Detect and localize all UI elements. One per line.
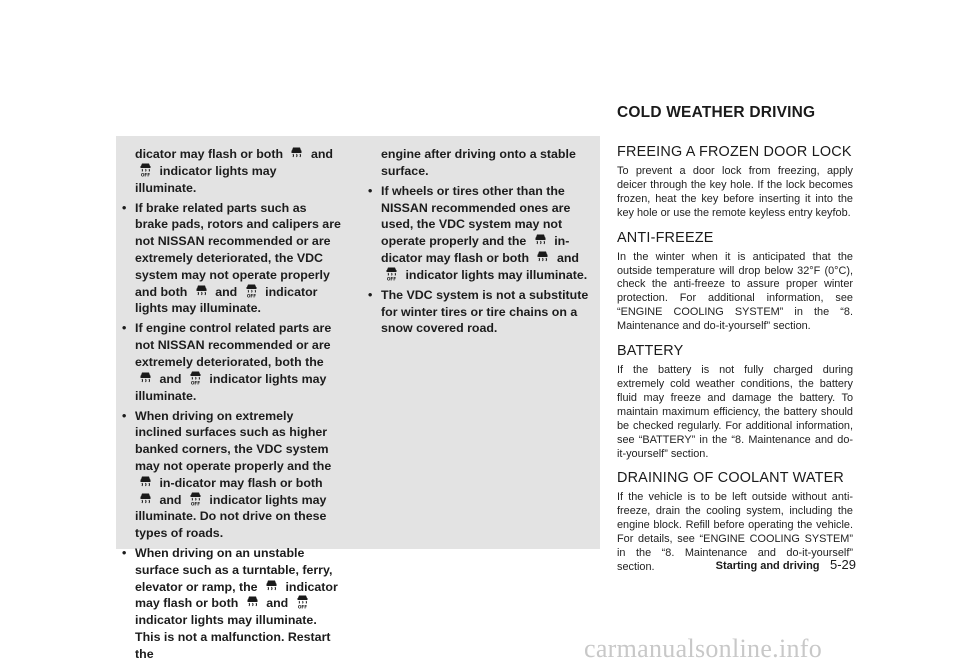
vdc-slip-indicator-icon [535, 250, 550, 264]
middle-column [368, 146, 590, 340]
vdc-off-indicator-icon [138, 163, 153, 177]
paragraph-continued [122, 146, 341, 196]
text: The VDC system is not a substitute for winter tires or tire chains on a snow covered road. [381, 287, 589, 336]
heading-battery: BATTERY [617, 343, 684, 360]
vdc-slip-indicator-icon [533, 233, 548, 247]
section-title: COLD WEATHER DRIVING [617, 104, 816, 121]
text: indicator may flash or both [135, 579, 338, 611]
bullet: • [122, 408, 127, 423]
vdc-slip-indicator-icon [138, 492, 153, 506]
text: in-dicator may flash or both [381, 234, 570, 265]
text: When driving on an unstable surface such as a turntable, ferry, elevator or ramp, the [135, 546, 333, 594]
footer-section-label: Starting and driving [715, 560, 820, 572]
text: When driving on extremely inclined surfaces such as higher banked corners, the VDC system may not operate properly and the [135, 408, 332, 473]
body-battery: If the battery is not fully charged during extremely cold weather conditions, the battery fluid may freeze and damage the battery. To maintain maximum efficiency, the battery should be checked regularly. For additional information, see “BATTERY” in the “8. Maintenance and do-it-yourself” section. [617, 364, 853, 460]
text: and [215, 284, 238, 299]
vdc-off-indicator-icon [244, 284, 259, 298]
vdc-off-indicator-icon [188, 492, 203, 506]
list-item-inclined-surfaces [122, 408, 341, 542]
text: indicator lights may illuminate. [405, 267, 588, 282]
text: and [159, 371, 182, 386]
vdc-off-indicator-icon [295, 595, 310, 609]
list-item-engine-parts [122, 320, 341, 404]
paragraph-continued: engine after driving onto a stable surface. [381, 147, 576, 178]
text: indicator lights may illuminate. Do not drive on these types of roads. [135, 492, 327, 541]
bullet: • [122, 200, 127, 215]
text: If brake related parts such as brake pads, rotors and calipers are not NISSAN recommended or are extremely deteriorated, the VDC system may not operate properly and both [135, 200, 341, 299]
text: and [266, 596, 289, 611]
heading-draining-coolant: DRAINING OF COOLANT WATER [617, 470, 844, 487]
text: dicator may flash or both [135, 147, 284, 161]
heading-frozen-door-lock: FREEING A FROZEN DOOR LOCK [617, 144, 852, 160]
list-item-wheels-tires [368, 183, 590, 284]
list-item-brake-parts [122, 200, 341, 318]
text: indicator lights may illuminate. [135, 163, 277, 195]
vdc-slip-indicator-icon [245, 595, 260, 609]
list-item-not-substitute [368, 287, 590, 337]
list-item-unstable-surface [122, 545, 341, 663]
page-number: 5-29 [829, 557, 856, 572]
vdc-slip-indicator-icon [194, 284, 209, 298]
bullet: • [368, 287, 373, 302]
bullet: • [122, 321, 127, 336]
text: in-dicator may flash or both [159, 475, 323, 490]
bullet: • [368, 183, 373, 198]
text: and [159, 492, 182, 507]
text: and [556, 250, 579, 265]
watermark: carmanualsonline.info [584, 634, 823, 663]
text: If wheels or tires other than the NISSAN recommended ones are used, the VDC system may not operate properly and the [381, 183, 571, 249]
vdc-slip-indicator-icon [264, 579, 279, 593]
vdc-slip-indicator-icon [138, 475, 153, 489]
left-column [122, 146, 341, 666]
heading-anti-freeze: ANTI-FREEZE [617, 229, 714, 246]
vdc-off-indicator-icon [188, 371, 203, 385]
vdc-slip-indicator-icon [138, 371, 153, 385]
text: indicator lights may illuminate. [135, 371, 327, 403]
text: indicator lights may illuminate. This is not a malfunction. Restart the [135, 613, 331, 661]
right-column [617, 144, 853, 584]
vdc-off-indicator-icon [384, 267, 399, 281]
body-frozen-door-lock: To prevent a door lock from freezing, apply deicer through the key hole. If the lock becomes frozen, heat the key before inserting it into the key hole or use the remote keyless entry keyfob. [617, 165, 853, 219]
body-draining-coolant: If the vehicle is to be left outside without anti-freeze, drain the cooling system, including the engine block. Refill before operating the vehicle. For details, see “ENGINE COOLING SYSTEM” in the “8. Maintenance and do-it-yourself” section. [617, 491, 853, 573]
vdc-slip-indicator-icon [289, 146, 304, 160]
text: indicator lights may illuminate. [135, 284, 318, 316]
body-anti-freeze: In the winter when it is anticipated that the outside temperature will drop below 32°F (0°C), check the anti-freeze to assure proper winter protection. For additional information, see “ENGINE COOLING SYSTEM” in the “8. Maintenance and do-it-yourself” section. [617, 250, 853, 333]
bullet: • [122, 546, 127, 561]
text: If engine control related parts are not NISSAN recommended or are extremely deteriorated, both the [135, 321, 332, 369]
text: and [310, 147, 333, 161]
page-footer [676, 556, 856, 574]
